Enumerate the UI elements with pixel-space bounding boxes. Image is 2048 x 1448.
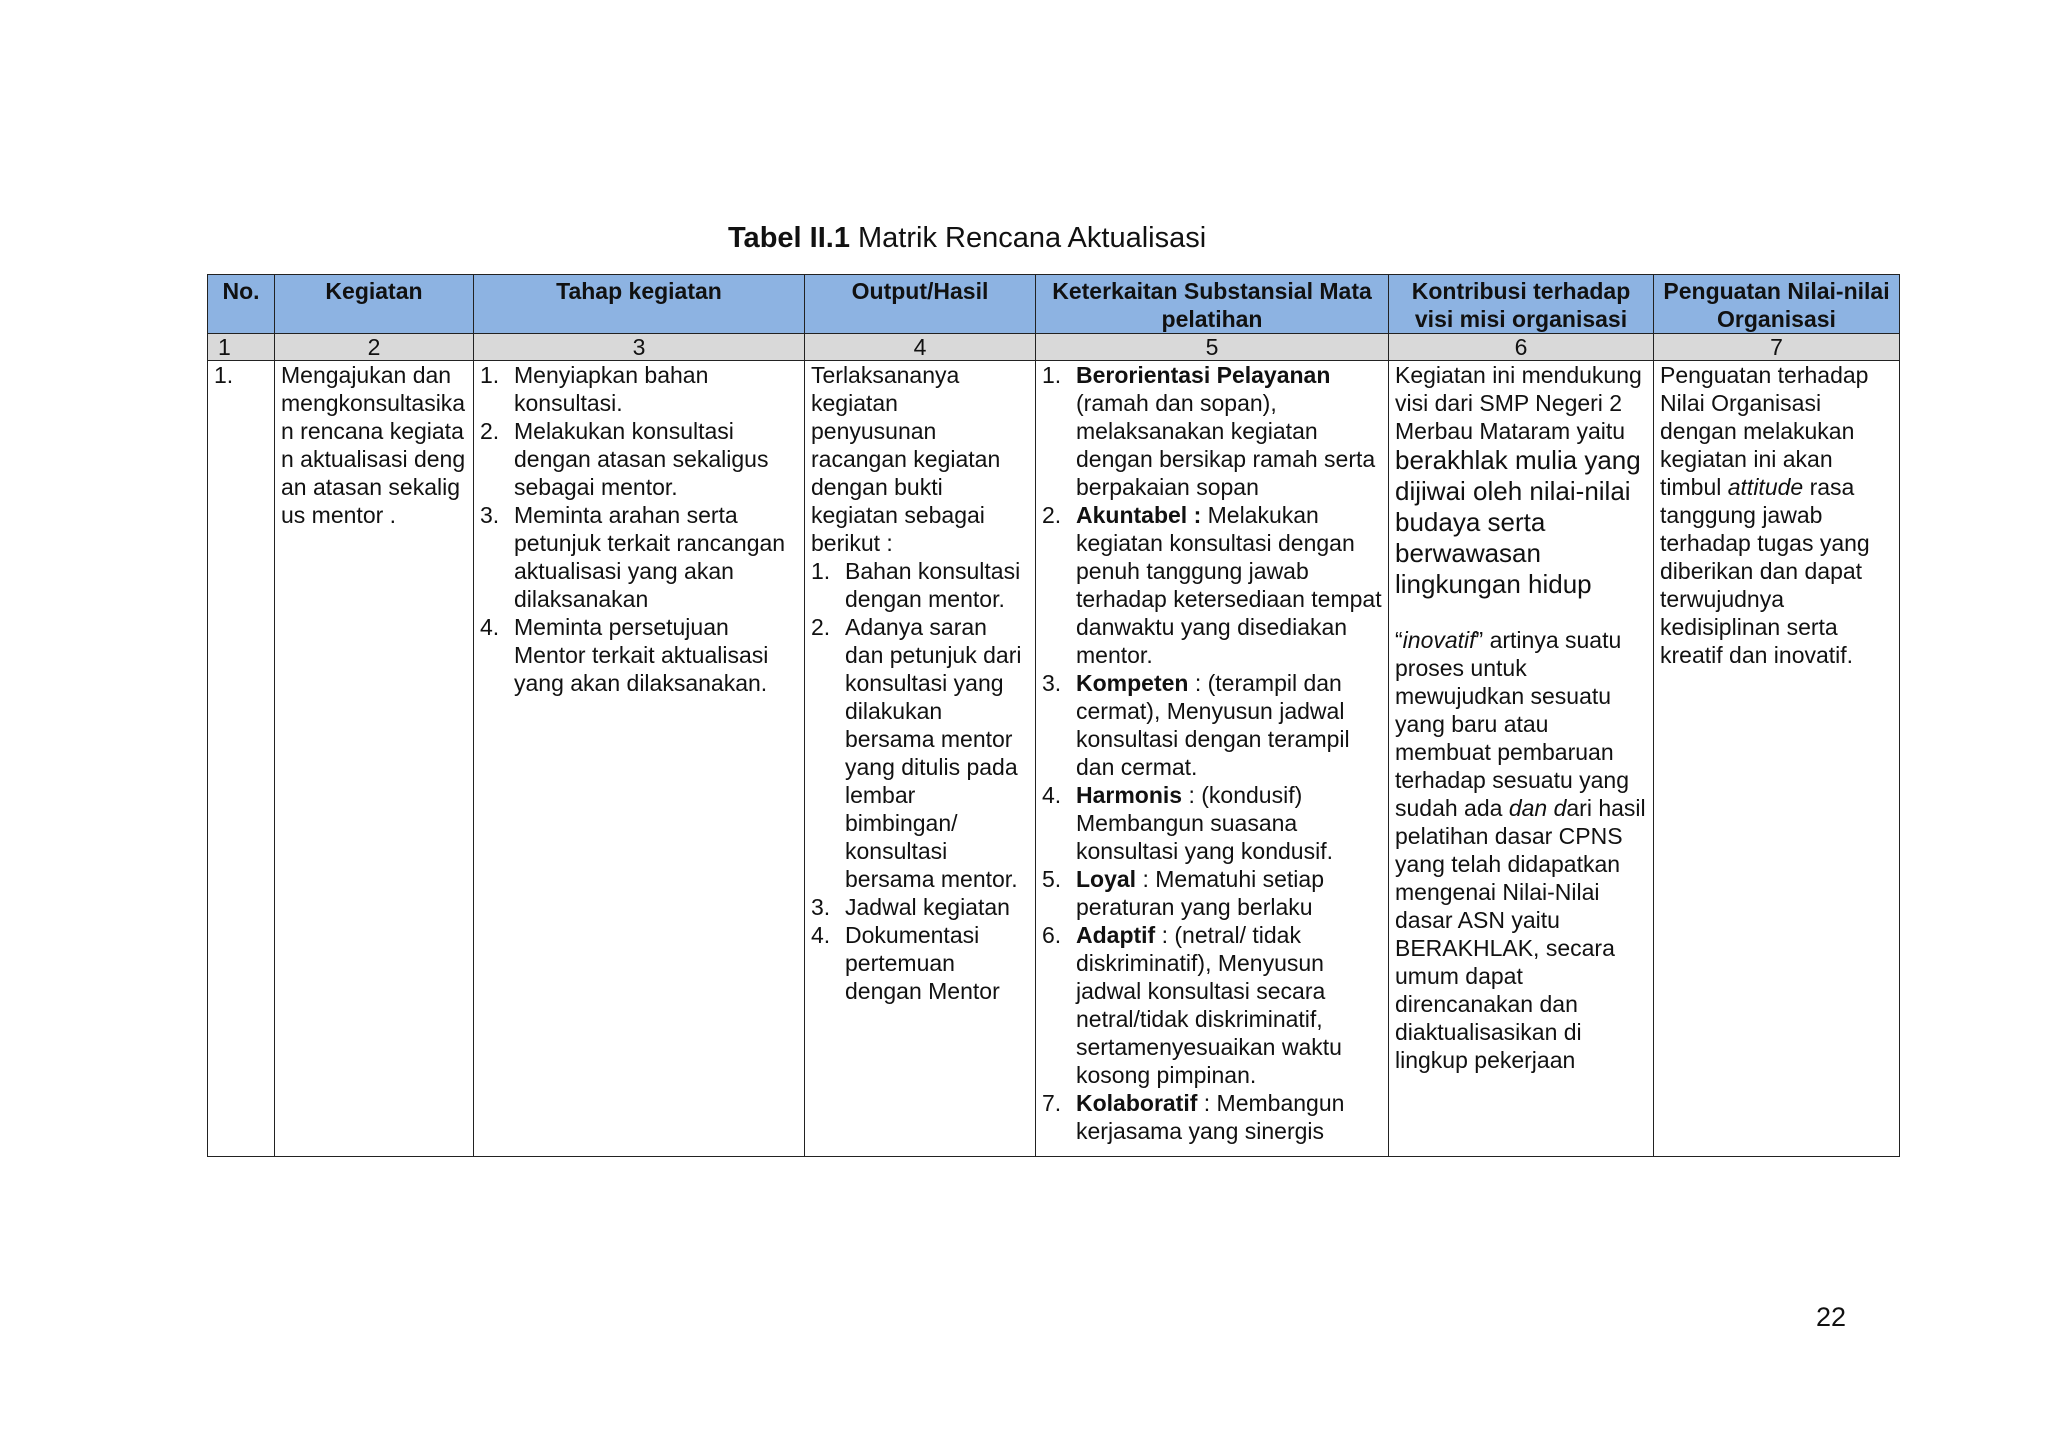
list-item: 1. Menyiapkan bahan konsultasi. — [480, 362, 709, 416]
list-item: 2. Adanya saran dan petunjuk dari konsultasi yang dilakukan bersama mentor yang ditulis pada lembar bimbingan/ konsultasi bersama mentor. — [811, 614, 1022, 892]
column-number: 1 — [208, 334, 275, 361]
cell-penguatan — [1654, 361, 1900, 1157]
list-item: 6. Adaptif : (netral/ tidak diskriminatif), Menyusun jadwal konsultasi secara netral/tidak diskriminatif, sertamenyesuaikan waktu kosong pimpinan. — [1042, 922, 1342, 1088]
list-item: 3. Kompeten : (terampil dan cermat), Menyusun jadwal konsultasi dengan terampil dan cermat. — [1042, 670, 1350, 780]
header-kegiatan: Kegiatan — [275, 275, 474, 334]
column-number-row — [208, 334, 1900, 361]
action-plan-matrix — [207, 274, 1900, 1157]
cell-kontribusi — [1389, 361, 1654, 1157]
cell-tahap — [474, 361, 805, 1157]
table-row — [208, 361, 1900, 1157]
kontribusi-paragraph: Kegiatan ini mendukung visi dari SMP Negeri 2 Merbau Mataram yaitu berakhlak mulia yang dijiwai oleh nilai-nilai budaya serta berwawasan lingkungan hidup — [1395, 362, 1642, 599]
column-number: 6 — [1389, 334, 1654, 361]
header-tahap: Tahap kegiatan — [474, 275, 805, 334]
penguatan-paragraph: Penguatan terhadap Nilai Organisasi dengan melakukan kegiatan ini akan timbul attitude rasa tanggung jawab terhadap tugas yang diberikan dan dapat terwujudnya kedisiplinan serta kreatif dan inovatif. — [1660, 362, 1870, 668]
column-number: 2 — [275, 334, 474, 361]
column-number: 5 — [1036, 334, 1389, 361]
column-number: 4 — [805, 334, 1036, 361]
list-item: 4. Meminta persetujuan Mentor terkait aktualisasi yang akan dilaksanakan. — [480, 614, 769, 696]
table-caption — [728, 222, 1206, 255]
keterkaitan-list — [1042, 361, 1382, 1145]
cell-kegiatan: Mengajukan dan mengkonsultasikan rencana kegiatan aktualisasi dengan atasan sekaligus mentor . — [275, 361, 474, 1157]
list-item: 1. Bahan konsultasi dengan mentor. — [811, 558, 1021, 612]
output-list — [811, 557, 1029, 1005]
list-item: 3. Meminta arahan serta petunjuk terkait rancangan aktualisasi yang akan dilaksanakan — [480, 502, 786, 612]
list-item: 4. Dokumentasi pertemuan dengan Mentor — [811, 922, 1000, 1004]
header-penguatan: Penguatan Nilai-nilai Organisasi — [1654, 275, 1900, 334]
cell-keterkaitan — [1036, 361, 1389, 1157]
list-item: 2. Melakukan konsultasi dengan atasan sekaligus sebagai mentor. — [480, 418, 769, 500]
page-number: 22 — [1816, 1302, 1847, 1332]
cell-no: 1. — [208, 361, 275, 1157]
column-number: 3 — [474, 334, 805, 361]
list-item: 2. Akuntabel : Melakukan kegiatan konsultasi dengan penuh tanggung jawab terhadap ketersediaan tempat danwaktu yang disediakan mentor. — [1042, 502, 1382, 668]
list-item: 3. Jadwal kegiatan — [811, 894, 1010, 920]
list-item: 7. Kolaboratif : Membangun kerjasama yang sinergis — [1042, 1090, 1345, 1144]
output-intro: Terlaksananya kegiatan penyusunan racangan kegiatan dengan bukti kegiatan sebagai berikut : — [811, 362, 1001, 556]
list-item: 1. Berorientasi Pelayanan (ramah dan sopan), melaksanakan kegiatan dengan bersikap ramah serta berpakaian sopan — [1042, 362, 1376, 500]
list-item: 4. Harmonis : (kondusif) Membangun suasana konsultasi yang kondusif. — [1042, 782, 1333, 864]
header-keterkaitan: Keterkaitan Substansial Mata pelatihan — [1036, 275, 1389, 334]
caption-title: Matrik Rencana Aktualisasi — [849, 222, 1207, 254]
column-number: 7 — [1654, 334, 1900, 361]
caption-label: Tabel II.1 — [728, 222, 850, 254]
tahap-list — [480, 361, 798, 697]
kontribusi-paragraph: “inovatif” artinya suatu proses untuk mewujudkan sesuatu yang baru atau membuat pembaruan terhadap sesuatu yang sudah ada dan dari hasil pelatihan dasar CPNS yang telah didapatkan mengenai Nilai-Nilai dasar ASN yaitu BERAKHLAK, secara umum dapat direncanakan dan diaktualisasikan di lingkup pekerjaan — [1395, 627, 1646, 1073]
list-item: 5. Loyal : Mematuhi setiap peraturan yang berlaku — [1042, 866, 1324, 920]
header-kontribusi: Kontribusi terhadap visi misi organisasi — [1389, 275, 1654, 334]
cell-output — [805, 361, 1036, 1157]
header-output: Output/Hasil — [805, 275, 1036, 334]
header-row — [208, 275, 1900, 334]
header-no: No. — [208, 275, 275, 334]
